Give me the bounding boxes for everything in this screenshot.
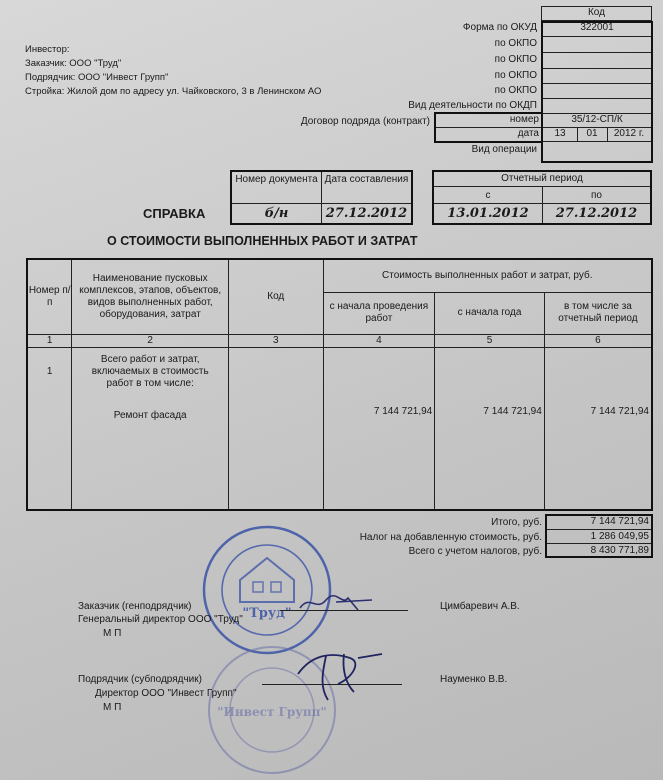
okpo-label-2: по ОКПО [494,54,537,65]
col-num-1: 1 [27,334,72,347]
total-value: 7 144 721,94 [590,516,649,527]
row-sub-name: Ремонт фасада [113,409,187,421]
col-num-4: 4 [323,334,435,347]
operation-type-label: Вид операции [471,144,537,155]
th-cost: Стоимость выполненных работ и затрат, руб. [323,259,652,292]
period-to-value: 27.12.2012 [555,206,638,221]
contractor-signature [292,644,387,704]
period-header: Отчетный период [501,173,583,184]
kod-header-cell: Код [541,6,652,21]
vat-value: 1 286 049,95 [590,531,649,542]
table-row [27,347,652,510]
customer-sign-line1: Заказчик (генподрядчик) [78,601,192,612]
doc-date-header: Дата составления [324,174,409,185]
row-value-since-year: 7 144 721,94 [435,347,545,510]
customer-signer-name: Цимбаревич А.В. [440,601,520,612]
grand-total-value: 8 430 771,89 [590,545,649,556]
row-name-cell [72,347,229,510]
doc-number-value: б/н [264,206,289,221]
okdp-label: Вид деятельности по ОКДП [408,100,537,111]
row-name: Всего работ и затрат, включаемых в стоимость работ в том числе: [91,353,209,389]
th-since-start: с начала проведения работ [323,292,435,334]
contract-number-value: 35/12-СП/К [571,114,623,125]
col-num-5: 5 [435,334,545,347]
contractor-sign-line2: Директор ООО "Инвест Групп" [95,688,237,699]
contract-label: Договор подряда (контракт) [300,116,430,127]
doc-number-header: Номер документа [235,174,318,185]
contractor-mp: М П [103,702,122,713]
row-number: 1 [27,347,72,510]
contract-date-year: 2012 г. [613,128,645,139]
okud-label: Форма по ОКУД [462,22,537,33]
okud-value: 322001 [580,22,614,33]
col-num-2: 2 [72,334,229,347]
contractor-line: Подрядчик: ООО "Инвест Групп" [25,72,169,83]
total-label: Итого, руб. [491,517,542,528]
col-num-6: 6 [544,334,652,347]
grand-total-label: Всего с учетом налогов, руб. [408,546,542,557]
doc-title: СПРАВКА [143,206,206,221]
svg-text:"Труд": "Труд" [242,606,292,621]
okpo-label-4: по ОКПО [494,85,537,96]
vat-label: Налог на добавленную стоимость, руб. [359,532,542,543]
row-code [228,347,323,510]
contract-date-month: 01 [586,128,598,139]
contract-date-day: 13 [554,128,566,139]
period-to-header: по [591,190,602,201]
th-period: в том числе за отчетный период [544,292,652,334]
customer-signature [296,588,376,618]
works-table [26,258,653,511]
contract-date-label: дата [517,128,539,139]
row-value-period: 7 144 721,94 [544,347,652,510]
th-since-year: с начала года [435,292,545,334]
col-num-3: 3 [228,334,323,347]
customer-sign-line2: Генеральный директор ООО "Труд" [78,614,243,625]
row-value-since-start: 7 144 721,94 [323,347,435,510]
customer-line: Заказчик: ООО "Труд" [25,58,122,69]
doc-date-value: 27.12.2012 [325,206,408,221]
period-from-value: 13.01.2012 [447,206,529,221]
th-number: Номер п/п [27,259,72,334]
okpo-label-3: по ОКПО [494,70,537,81]
site-line: Стройка: Жилой дом по адресу ул. Чайковского, 3 в Ленинском АО [25,86,322,97]
investor-line: Инвестор: [25,44,70,55]
svg-text:"Инвест Групп": "Инвест Групп" [217,705,327,719]
period-from-header: с [485,190,491,201]
customer-mp: М П [103,628,122,639]
okpo-label-1: по ОКПО [494,38,537,49]
contractor-sign-line1: Подрядчик (субподрядчик) [78,674,202,685]
contractor-signer-name: Науменко В.В. [440,674,508,685]
th-name: Наименование пусковых комплексов, этапов, объектов, видов выполненных работ, оборудования, затрат [72,259,229,334]
doc-subtitle: О СТОИМОСТИ ВЫПОЛНЕННЫХ РАБОТ И ЗАТРАТ [107,234,418,248]
th-code: Код [228,259,323,334]
contract-number-label: номер [509,114,539,125]
